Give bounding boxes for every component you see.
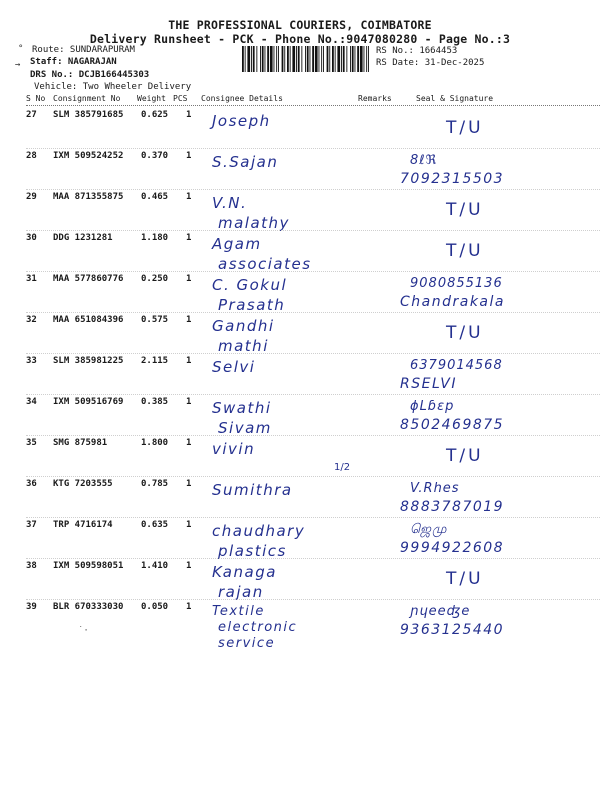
col-seal: Seal & Signature <box>416 94 494 103</box>
barcode-bar <box>366 46 367 72</box>
barcode-bar <box>267 46 269 72</box>
row-consignment-no: SLM 385981225 <box>53 356 124 366</box>
barcode-bar <box>352 46 354 72</box>
row-consignment-no: DDG 1231281 <box>53 233 113 243</box>
consignee-name: malathy <box>218 214 290 232</box>
stray-mark: ˙· <box>78 626 89 636</box>
signature: T/U <box>446 569 484 589</box>
row-divider <box>26 435 600 436</box>
consignee-name: Gandhi <box>212 317 275 335</box>
row-weight: 0.050 <box>141 602 169 612</box>
row-pcs: 1 <box>186 233 192 243</box>
barcode-bar <box>256 46 257 72</box>
row-consignment-no: IXM 509598051 <box>53 561 124 571</box>
barcode-bar <box>284 46 285 72</box>
signature-phone: 8883787019 <box>400 499 505 515</box>
signature: 6379014568 <box>410 358 503 373</box>
barcode-bar <box>321 46 322 72</box>
rs-date: RS Date: 31-Dec-2025 <box>376 58 485 68</box>
signature-phone: Chandrakala <box>400 294 505 310</box>
barcode-bar <box>274 46 275 72</box>
consignee-name: mathi <box>218 337 269 355</box>
barcode-bar <box>276 46 277 72</box>
consignee-name: Sivam <box>218 419 272 437</box>
row-sno: 37 <box>26 520 37 530</box>
barcode-bar <box>341 46 342 72</box>
row-sno: 27 <box>26 110 37 120</box>
barcode-bar <box>343 46 345 72</box>
drs-number: DRS No.: DCJB166445303 <box>30 70 150 80</box>
row-weight: 0.250 <box>141 274 169 284</box>
signature: V.Rhes <box>410 481 460 496</box>
consignee-name: rajan <box>218 583 264 601</box>
signature-phone: 9994922608 <box>400 540 505 556</box>
rs-number: RS No.: 1664453 <box>376 46 458 56</box>
barcode-bar <box>368 46 369 72</box>
signature: T/U <box>446 200 484 220</box>
route-label: Route: SUNDARAPURAM <box>32 45 135 55</box>
barcode-bar <box>364 46 365 72</box>
row-sno: 36 <box>26 479 37 489</box>
row-pcs: 1 <box>186 110 192 120</box>
header-rule <box>26 105 600 106</box>
barcode-bar <box>335 46 336 72</box>
company-name: THE PROFESSIONAL COURIERS, COIMBATORE <box>168 18 432 32</box>
row-consignment-no: SMG 875981 <box>53 438 108 448</box>
remark-note: 1/2 <box>334 462 351 473</box>
barcode-bar <box>260 46 261 72</box>
row-weight: 1.410 <box>141 561 169 571</box>
barcode-bar <box>310 46 311 72</box>
row-weight: 0.575 <box>141 315 169 325</box>
barcode-bar <box>262 46 264 72</box>
signature: T/U <box>446 446 484 466</box>
consignee-name: associates <box>218 255 312 273</box>
signature: 8ℓℜ <box>410 153 438 168</box>
row-sno: 32 <box>26 315 37 325</box>
row-divider <box>26 312 600 313</box>
barcode-bar <box>287 46 289 72</box>
row-weight: 0.785 <box>141 479 169 489</box>
barcode-bar <box>307 46 309 72</box>
row-pcs: 1 <box>186 397 192 407</box>
row-weight: 0.385 <box>141 397 169 407</box>
barcode-bar <box>323 46 324 72</box>
signature-phone: 7092315503 <box>400 171 505 187</box>
row-consignment-no: TRP 4716174 <box>53 520 113 530</box>
consignee-name: Kanaga <box>212 563 277 581</box>
row-divider <box>26 353 600 354</box>
row-sno: 39 <box>26 602 37 612</box>
consignee-name: Selvi <box>212 358 256 376</box>
col-weight: Weight <box>137 94 166 103</box>
barcode <box>242 46 370 72</box>
barcode-bar <box>327 46 329 72</box>
signature: ɲɥeeʤe <box>410 604 471 619</box>
barcode-bar <box>305 46 306 72</box>
row-pcs: 1 <box>186 561 192 571</box>
col-sno: S No <box>26 94 46 103</box>
barcode-bar <box>245 46 246 72</box>
row-divider <box>26 517 600 518</box>
row-divider <box>26 394 600 395</box>
row-pcs: 1 <box>186 479 192 489</box>
row-weight: 2.115 <box>141 356 169 366</box>
consignee-name: V.N. <box>212 194 248 212</box>
row-sno: 35 <box>26 438 37 448</box>
consignee-name: Agam <box>212 235 262 253</box>
row-sno: 31 <box>26 274 37 284</box>
consignee-name: C. Gokul <box>212 276 288 294</box>
row-divider <box>26 189 600 190</box>
row-consignment-no: SLM 385791685 <box>53 110 124 120</box>
signature: 9080855136 <box>410 276 503 291</box>
col-pcs: PCS <box>173 94 188 103</box>
row-consignment-no: MAA 871355875 <box>53 192 124 202</box>
signature: T/U <box>446 323 484 343</box>
row-sno: 29 <box>26 192 37 202</box>
barcode-bar <box>360 46 363 72</box>
row-pcs: 1 <box>186 438 192 448</box>
signature: ɸLɓɛp <box>410 399 455 414</box>
consignee-name: electronic <box>218 620 298 635</box>
barcode-bar <box>292 46 295 72</box>
signature: T/U <box>446 118 484 138</box>
row-divider <box>26 148 600 149</box>
barcode-bar <box>355 46 356 72</box>
row-weight: 1.180 <box>141 233 169 243</box>
barcode-bar <box>357 46 359 72</box>
barcode-bar <box>270 46 273 72</box>
barcode-bar <box>296 46 297 72</box>
row-consignment-no: IXM 509516769 <box>53 397 124 407</box>
row-consignment-no: MAA 651084396 <box>53 315 124 325</box>
consignee-name: Joseph <box>212 112 271 130</box>
row-pcs: 1 <box>186 192 192 202</box>
row-weight: 0.625 <box>141 110 169 120</box>
barcode-bar <box>337 46 340 72</box>
barcode-bar <box>251 46 252 72</box>
barcode-bar <box>329 46 330 72</box>
vehicle-label: Vehicle: Two Wheeler Delivery <box>34 82 192 92</box>
row-weight: 0.370 <box>141 151 169 161</box>
barcode-bar <box>315 46 318 72</box>
row-sno: 34 <box>26 397 37 407</box>
barcode-bar <box>253 46 255 72</box>
barcode-bar <box>278 46 279 72</box>
row-sno: 33 <box>26 356 37 366</box>
signature-phone: 8502469875 <box>400 417 505 433</box>
row-divider <box>26 230 600 231</box>
row-consignment-no: KTG 7203555 <box>53 479 113 489</box>
row-sno: 28 <box>26 151 37 161</box>
row-divider <box>26 476 600 477</box>
row-weight: 0.635 <box>141 520 169 530</box>
staff-label: Staff: NAGARAJAN <box>30 57 117 67</box>
barcode-bar <box>312 46 314 72</box>
row-pcs: 1 <box>186 151 192 161</box>
barcode-bar <box>242 46 244 72</box>
row-consignment-no: IXM 509524252 <box>53 151 124 161</box>
row-divider <box>26 558 600 559</box>
row-weight: 1.800 <box>141 438 169 448</box>
barcode-bar <box>265 46 266 72</box>
barcode-bar <box>282 46 284 72</box>
signature: ஜெமு <box>410 522 448 537</box>
consignee-name: Sumithra <box>212 481 293 499</box>
signature-phone: 9363125440 <box>400 622 505 638</box>
signature-phone: RSELVI <box>400 376 457 392</box>
barcode-bar <box>247 46 250 72</box>
row-pcs: 1 <box>186 520 192 530</box>
row-pcs: 1 <box>186 274 192 284</box>
consignee-name: Swathi <box>212 399 272 417</box>
barcode-bar <box>319 46 320 72</box>
row-weight: 0.465 <box>141 192 169 202</box>
consignee-name: plastics <box>218 542 287 560</box>
row-pcs: 1 <box>186 315 192 325</box>
row-sno: 38 <box>26 561 37 571</box>
row-pcs: 1 <box>186 602 192 612</box>
col-remarks: Remarks <box>358 94 392 103</box>
col-consignment: Consignment No <box>53 94 121 103</box>
row-consignment-no: BLR 670333030 <box>53 602 124 612</box>
col-consignee: Consignee Details <box>201 94 283 103</box>
arrow-mark: → <box>15 60 21 70</box>
barcode-bar <box>290 46 291 72</box>
consignee-name: S.Sajan <box>212 153 279 171</box>
barcode-bar <box>332 46 334 72</box>
consignee-name: Prasath <box>218 296 286 314</box>
consignee-name: Textile <box>212 604 265 619</box>
barcode-bar <box>301 46 302 72</box>
punch-mark: ° <box>18 44 24 54</box>
barcode-bar <box>346 46 347 72</box>
barcode-bar <box>350 46 351 72</box>
signature: T/U <box>446 241 484 261</box>
row-sno: 30 <box>26 233 37 243</box>
consignee-name: vivin <box>212 440 256 458</box>
row-divider <box>26 599 600 600</box>
barcode-bar <box>298 46 300 72</box>
consignee-name: chaudhary <box>212 522 306 540</box>
row-pcs: 1 <box>186 356 192 366</box>
sheet-title: Delivery Runsheet - PCK - Phone No.:9047080280 - Page No.:3 <box>89 32 511 46</box>
consignee-name: service <box>218 636 276 651</box>
row-divider <box>26 271 600 272</box>
row-consignment-no: MAA 577860776 <box>53 274 124 284</box>
